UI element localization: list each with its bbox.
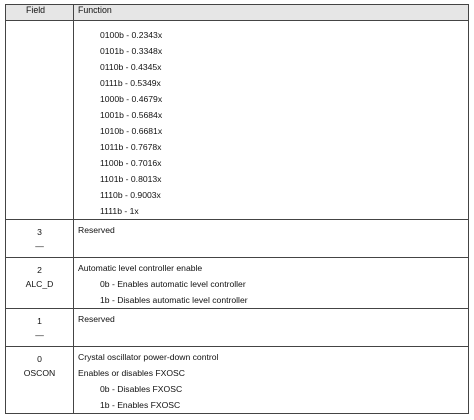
option-item: 0b - Disables FXOSC	[100, 384, 183, 394]
option-item: 1b - Enables FXOSC	[100, 400, 181, 410]
option-item: 0b - Enables automatic level controller	[100, 279, 246, 289]
field-name: OSCON	[23, 368, 56, 378]
function-column-header: Function	[74, 5, 469, 21]
field-description: Automatic level controller enable	[78, 263, 203, 273]
value-list	[74, 27, 468, 219]
value-item: 0111b - 0.5349x	[100, 78, 161, 88]
table-header-row	[6, 5, 469, 21]
bit-number: 3	[37, 227, 42, 237]
function-cell	[74, 347, 469, 414]
value-item: 1001b - 0.5684x	[100, 110, 163, 120]
field-name: —	[35, 241, 44, 251]
value-item: 1100b - 0.7016x	[100, 158, 162, 168]
function-cell	[74, 309, 469, 347]
bit-number: 2	[37, 265, 42, 275]
field-column-header: Field	[6, 5, 74, 21]
table-row-bit-3	[6, 220, 469, 258]
function-cell	[74, 258, 469, 309]
field-name: ALC_D	[25, 279, 54, 289]
field-description-secondary: Enables or disables FXOSC	[78, 368, 185, 378]
value-item: 1101b - 0.8013x	[100, 174, 162, 184]
value-item: 1111b - 1x	[100, 206, 139, 216]
table-row-bit-0	[6, 347, 469, 414]
field-cell-continued	[6, 21, 74, 220]
field-cell	[6, 309, 74, 347]
field-cell	[6, 347, 74, 414]
function-cell-values	[74, 21, 469, 220]
field-name: —	[35, 330, 44, 340]
field-cell	[6, 258, 74, 309]
table-row-bit-2	[6, 258, 469, 309]
field-cell	[6, 220, 74, 258]
table-row-bit-1	[6, 309, 469, 347]
option-item: 1b - Disables automatic level controller	[100, 295, 248, 305]
value-item: 1000b - 0.4679x	[100, 94, 163, 104]
value-item: 0101b - 0.3348x	[100, 46, 163, 56]
field-description: Reserved	[78, 314, 115, 324]
field-description: Crystal oscillator power-down control	[78, 352, 219, 362]
field-description: Reserved	[78, 225, 115, 235]
bit-number: 1	[37, 316, 42, 326]
value-item: 0110b - 0.4345x	[100, 62, 162, 72]
value-item: 1010b - 0.6681x	[100, 126, 163, 136]
bit-number: 0	[37, 354, 42, 364]
function-cell	[74, 220, 469, 258]
value-item: 0100b - 0.2343x	[100, 30, 163, 40]
value-item: 1011b - 0.7678x	[100, 142, 162, 152]
table-row	[6, 21, 469, 220]
value-item: 1110b - 0.9003x	[100, 190, 161, 200]
register-field-table	[5, 4, 469, 414]
